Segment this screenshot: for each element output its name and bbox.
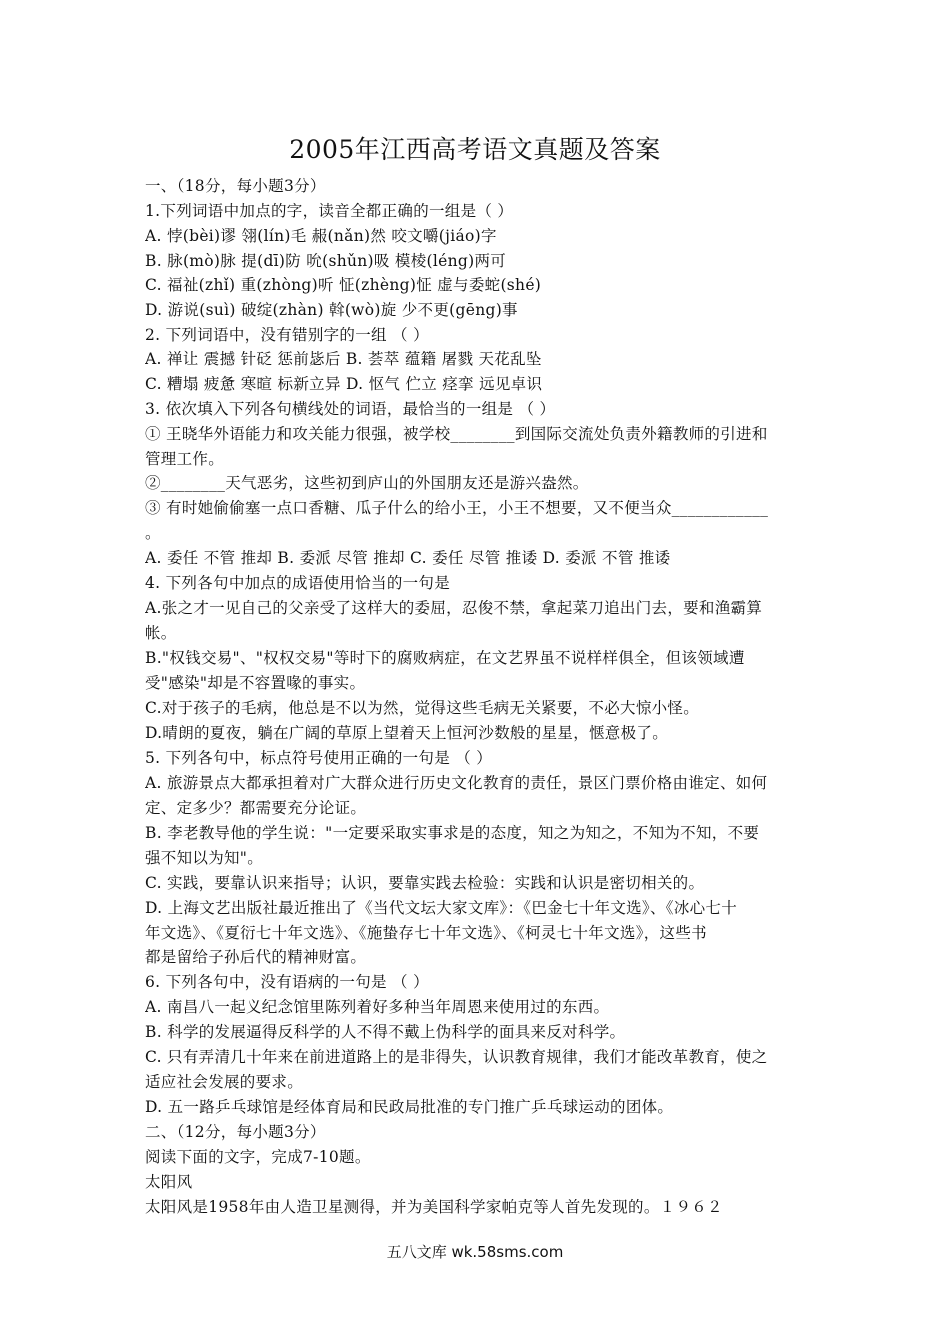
- option-line: D. 上海文艺出版社最近推出了《当代文坛大家文库》：《巴金七十年文选》、《冰心七十: [145, 899, 738, 917]
- option-line: A. 南昌八一起义纪念馆里陈列着好多种当年周恩来使用过的东西。: [145, 998, 610, 1016]
- option-line: A. 悖(bèi)谬 翎(lín)毛 赧(nǎn)然 咬文嚼(jiáo)字: [145, 227, 497, 245]
- option-line: 强不知以为知"。: [145, 849, 264, 867]
- section-heading: 二、（12分，每小题3分）: [145, 1123, 326, 1141]
- question-line: 4. 下列各句中加点的成语使用恰当的一句是: [145, 574, 451, 592]
- option-line: D. 五一路乒乓球馆是经体育局和民政局批准的专门推广乒乓球运动的团体。: [145, 1098, 674, 1116]
- question-line: 2. 下列词语中，没有错别字的一组 （ ）: [145, 326, 429, 344]
- option-line: B. 脉(mò)脉 提(dī)防 吮(shǔn)吸 模棱(léng)两可: [145, 252, 507, 270]
- page-title: 2005年江西高考语文真题及答案: [289, 135, 661, 164]
- option-line: 定、定多少？都需要充分论证。: [145, 799, 367, 817]
- question-line: 3. 依次填入下列各句横线处的词语，最恰当的一组是 （ ）: [145, 400, 556, 418]
- text-line: ②________天气恶劣，这些初到庐山的外国朋友还是游兴盎然。: [145, 474, 589, 492]
- option-line: C. 实践，要靠认识来指导；认识，要靠实践去检验：实践和认识是密切相关的。: [145, 874, 705, 892]
- question-line: 5. 下列各句中，标点符号使用正确的一句是 （ ）: [145, 749, 493, 767]
- option-line: D.晴朗的夏夜，躺在广阔的草原上望着天上恒河沙数般的星星，惬意极了。: [145, 724, 669, 742]
- passage-title: 太阳风: [145, 1173, 193, 1191]
- option-line: C. 福祉(zhǐ) 重(zhòng)听 怔(zhèng)怔 虚与委蛇(shé): [145, 276, 542, 294]
- option-line: C.对于孩子的毛病，他总是不以为然，觉得这些毛病无关紧要，不必大惊小怪。: [145, 699, 700, 717]
- option-line: A.张之才一见自己的父亲受了这样大的委屈，忍俊不禁，拿起菜刀追出门去，要和渔霸算: [145, 599, 763, 617]
- question-line: 1.下列词语中加点的字，读音全都正确的一组是（ ）: [145, 202, 514, 220]
- text-line: ③ 有时她偷偷塞一点口香糖、瓜子什么的给小王，小王不想要，又不便当众____________: [145, 499, 769, 517]
- option-line: A. 旅游景点大都承担着对广大群众进行历史文化教育的责任，景区门票价格由谁定、如何: [145, 774, 768, 792]
- option-line: C. 只有弄清几十年来在前进道路上的是非得失，认识教育规律，我们才能改革教育，使之: [145, 1048, 768, 1066]
- option-line: D. 游说(suì) 破绽(zhàn) 斡(wò)旋 少不更(gēng)事: [145, 301, 518, 319]
- option-line: 都是留给子孙后代的精神财富。: [145, 948, 367, 966]
- question-line: 6. 下列各句中，没有语病的一句是 （ ）: [145, 973, 429, 991]
- text-line: 太阳风是1958年由人造卫星测得，并为美国科学家帕克等人首先发现的。１９６２: [145, 1198, 723, 1216]
- option-line: B."权钱交易"、"权权交易"等时下的腐败病症，在文艺界虽不说样样俱全，但该领域遭: [145, 649, 745, 667]
- option-line: 帐。: [145, 624, 177, 642]
- option-line: 受"感染"却是不容置喙的事实。: [145, 674, 366, 692]
- footer-watermark: 五八文库 wk.58sms.com: [386, 1243, 564, 1261]
- option-line: 年文选》、《夏衍七十年文选》、《施蛰存七十年文选》、《柯灵七十年文选》，这些书: [145, 924, 707, 942]
- text-line: ① 王晓华外语能力和攻关能力很强，被学校________到国际交流处负责外籍教师的引进和: [145, 425, 768, 443]
- option-line: B. 科学的发展逼得反科学的人不得不戴上伪科学的面具来反对科学。: [145, 1023, 626, 1041]
- option-line: B. 李老教导他的学生说："一定要采取实事求是的态度，知之为知之，不知为不知，不要: [145, 824, 760, 842]
- option-line: A. 禅让 震撼 针砭 惩前毖后 B. 荟萃 蕴籍 屠戮 天花乱坠: [145, 350, 542, 368]
- text-line: 管理工作。: [145, 450, 225, 468]
- section-heading: 一、（18分，每小题3分）: [145, 177, 326, 195]
- option-line: C. 糟塌 疲惫 寒暄 标新立异 D. 怄气 伫立 痉挛 远见卓识: [145, 375, 543, 393]
- text-line: 阅读下面的文字，完成7-10题。: [145, 1148, 371, 1166]
- text-line: 。: [145, 524, 161, 542]
- option-line: A. 委任 不管 推却 B. 委派 尽管 推却 C. 委任 尽管 推诿 D. 委派 不管 推诿: [145, 549, 671, 567]
- option-line: 适应社会发展的要求。: [145, 1073, 304, 1091]
